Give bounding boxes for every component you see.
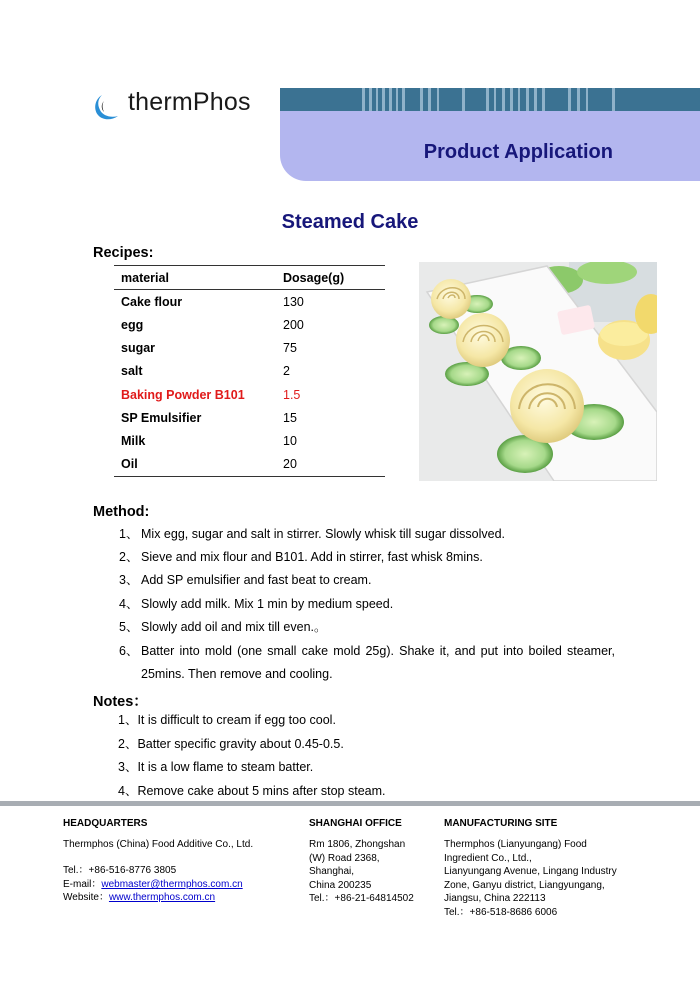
table-row bbox=[114, 313, 385, 336]
step-number: 4、 bbox=[119, 597, 139, 611]
method-step bbox=[119, 616, 615, 639]
email-label: E-mail： bbox=[63, 879, 102, 890]
dosage-cell: 20 bbox=[276, 453, 385, 477]
table-row bbox=[114, 290, 385, 314]
header-band bbox=[280, 88, 700, 181]
dosage-cell: 130 bbox=[283, 294, 304, 309]
note-item: 3、It is a low flame to steam batter. bbox=[118, 760, 314, 774]
material-cell: Milk bbox=[121, 433, 146, 448]
material-cell: Baking Powder B101 bbox=[121, 387, 245, 402]
hq-tel: Tel.：+86-516-8776 3805 bbox=[63, 865, 177, 876]
method-step bbox=[119, 546, 615, 569]
note-item: 4、Remove cake about 5 mins after stop steam. bbox=[118, 784, 386, 798]
table-row-highlighted bbox=[114, 383, 385, 406]
address-line: (W) Road 2368, bbox=[309, 852, 380, 864]
step-number: 5、 bbox=[119, 620, 139, 634]
material-cell: egg bbox=[121, 317, 144, 332]
table-row bbox=[114, 429, 385, 452]
hq-heading: HEADQUARTERS bbox=[63, 818, 148, 829]
shanghai-address bbox=[309, 838, 414, 906]
material-cell: salt bbox=[121, 364, 143, 379]
steamed-cake-photo bbox=[419, 262, 657, 481]
note-item: 2、Batter specific gravity about 0.45-0.5. bbox=[118, 737, 344, 751]
step-text: Mix egg, sugar and salt in stirrer. Slowly whisk till sugar dissolved. bbox=[141, 527, 506, 541]
material-cell: sugar bbox=[121, 341, 156, 356]
table-row bbox=[114, 406, 385, 429]
address-line: Thermphos (Lianyungang) Food bbox=[444, 839, 587, 850]
email-link[interactable]: webmaster@thermphos.com.cn bbox=[101, 879, 243, 890]
website-link[interactable]: www.thermphos.com.cn bbox=[108, 892, 216, 903]
notes-heading: Notes： bbox=[93, 694, 148, 710]
table-row bbox=[114, 337, 385, 360]
hq-email-line bbox=[63, 878, 243, 892]
address-line: Rm 1806, Zhongshan bbox=[309, 839, 406, 850]
method-step bbox=[119, 569, 615, 592]
material-cell: SP Emulsifier bbox=[121, 410, 202, 425]
column-header-material: material bbox=[114, 266, 276, 290]
address-line: Jiangsu, China 222113 bbox=[444, 893, 546, 904]
step-text: Slowly add milk. Mix 1 min by medium speed. bbox=[141, 597, 394, 611]
dosage-cell: 1.5 bbox=[283, 387, 301, 402]
method-step bbox=[119, 593, 615, 616]
dosage-cell: 2 bbox=[283, 364, 290, 379]
step-number: 2、 bbox=[119, 550, 139, 564]
header-band-top bbox=[280, 88, 700, 111]
address-line: Ingredient Co., Ltd., bbox=[444, 852, 532, 864]
hq-website-line bbox=[63, 891, 215, 905]
dosage-cell: 10 bbox=[283, 433, 297, 448]
logo-swoosh-icon bbox=[92, 92, 120, 122]
dosage-cell: 15 bbox=[283, 410, 297, 425]
footer-divider bbox=[0, 801, 700, 806]
address-line: China 200235 bbox=[309, 879, 372, 891]
step-number: 6、 bbox=[119, 644, 139, 658]
step-number: 3、 bbox=[119, 573, 139, 587]
dosage-cell: 200 bbox=[283, 317, 304, 332]
step-text: Sieve and mix flour and B101. Add in stirrer, fast whisk 8mins. bbox=[141, 550, 483, 564]
band-title: Product Application bbox=[423, 141, 613, 163]
address-line: Lianyungang Avenue, Lingang Industry bbox=[444, 866, 617, 877]
material-cell: Oil bbox=[114, 453, 276, 477]
step-text: Batter into mold (one small cake mold 25g). Shake it, and put into boiled steamer, 25mins. Then remove and cooling. bbox=[141, 644, 615, 681]
table-header-row bbox=[114, 266, 385, 290]
step-number: 1、 bbox=[119, 527, 139, 541]
dosage-cell: 75 bbox=[283, 341, 297, 356]
material-cell: Cake flour bbox=[121, 294, 183, 309]
column-header-dosage: Dosage(g) bbox=[276, 266, 385, 290]
manufacturing-address bbox=[444, 838, 617, 919]
page-title: Steamed Cake bbox=[281, 211, 419, 233]
step-text: Slowly add oil and mix till even.。 bbox=[141, 620, 327, 634]
table-row bbox=[114, 453, 385, 477]
table-row bbox=[114, 360, 385, 383]
shanghai-heading: SHANGHAI OFFICE bbox=[309, 818, 402, 829]
website-label: Website： bbox=[63, 892, 109, 903]
brand-logo bbox=[92, 88, 262, 128]
recipes-heading: Recipes: bbox=[93, 245, 154, 261]
shanghai-tel: Tel.：+86-21-64814502 bbox=[309, 893, 414, 904]
recipe-table bbox=[114, 265, 385, 477]
address-line: Zone, Ganyu district, Liangyungang, bbox=[444, 879, 605, 891]
manufacturing-heading: MANUFACTURING SITE bbox=[444, 818, 558, 829]
method-step bbox=[119, 523, 615, 546]
address-line: Shanghai, bbox=[309, 866, 355, 877]
note-item: 1、It is difficult to cream if egg too cool. bbox=[118, 713, 336, 727]
method-step bbox=[119, 640, 615, 686]
step-text: Add SP emulsifier and fast beat to cream. bbox=[141, 573, 372, 587]
brand-name: thermPhos bbox=[128, 88, 251, 116]
manufacturing-tel: Tel.：+86-518-8686 6006 bbox=[444, 906, 558, 918]
hq-company: Thermphos (China) Food Additive Co., Ltd. bbox=[63, 839, 254, 850]
method-heading: Method: bbox=[93, 504, 150, 520]
